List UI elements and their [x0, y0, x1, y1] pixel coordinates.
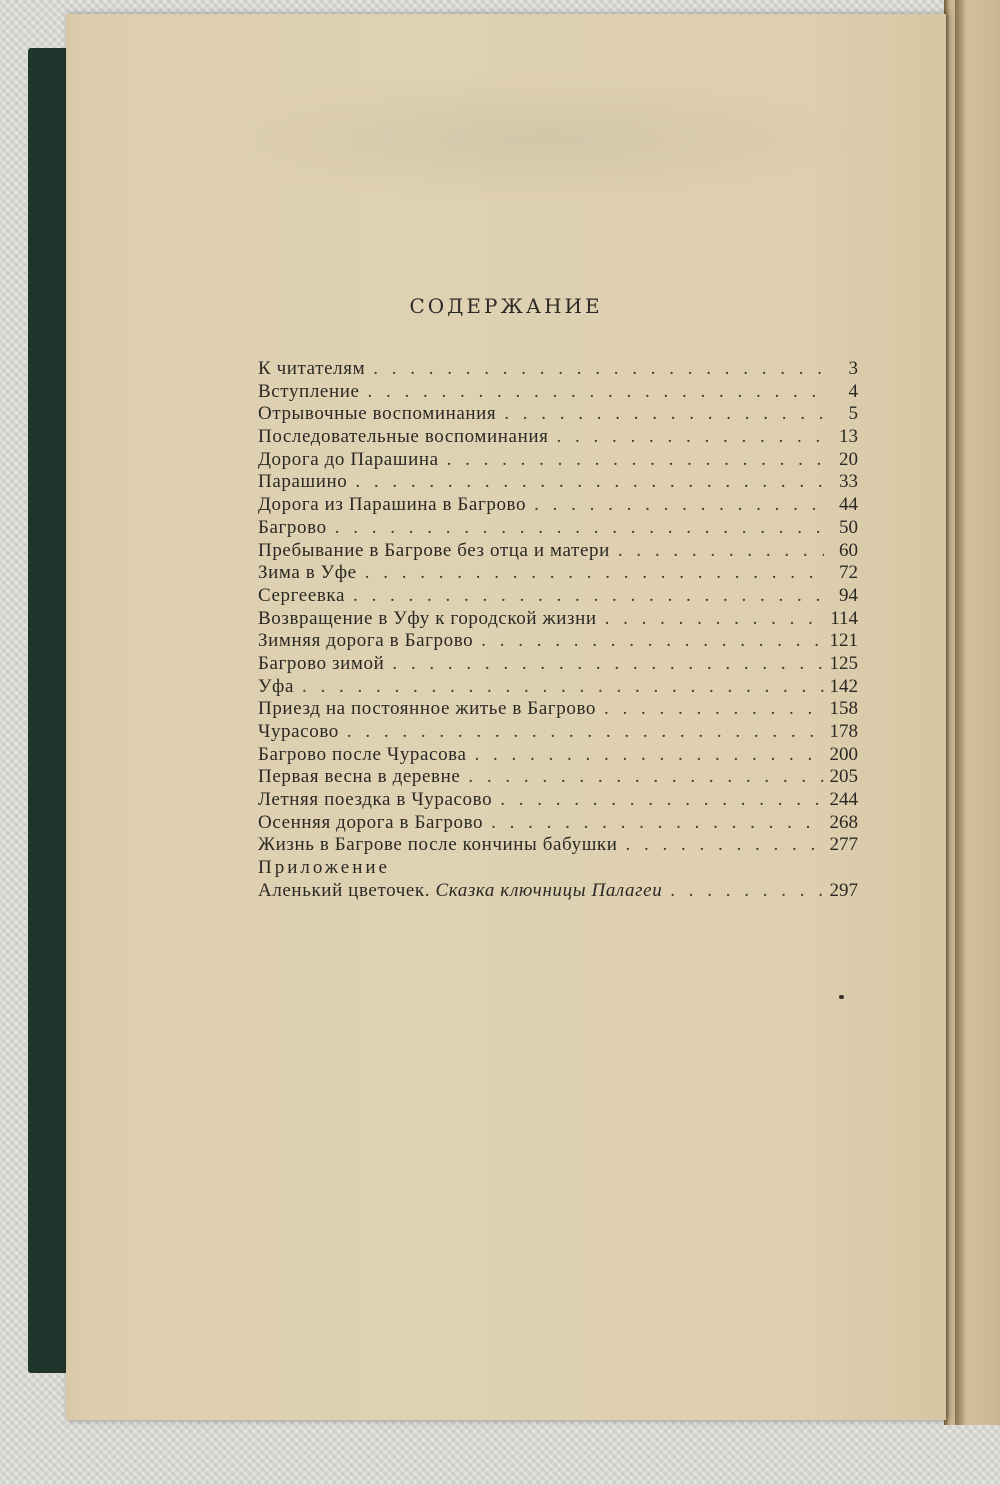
dot-leader: [534, 494, 824, 517]
toc-appendix-title-text: Аленький цветочек.: [258, 879, 431, 901]
toc-appendix-page: 297: [829, 879, 858, 901]
toc-entry-page: 3: [848, 358, 858, 379]
toc-entry-title: Парашино: [258, 471, 348, 493]
toc-entry-title: Дорога до Парашина: [258, 448, 439, 470]
toc-entry-title: Чурасово: [258, 721, 339, 742]
toc-entry-title: Первая весна в деревне: [258, 766, 461, 788]
toc-entry: [258, 721, 858, 744]
toc-entry-title: Дорога из Парашина в Багрово: [258, 494, 527, 516]
toc-appendix-heading: Приложение: [258, 857, 390, 879]
toc-entry-page: 158: [829, 698, 858, 720]
toc-entry: [258, 540, 858, 563]
toc-entry-page: 5: [848, 403, 858, 425]
toc-entry-page: 200: [829, 743, 858, 765]
toc-entry-title: К читателям: [258, 358, 366, 379]
toc-entry-title: Зима в Уфе: [258, 562, 357, 584]
toc-appendix-subtitle: Сказка ключницы Палагеи: [435, 879, 663, 901]
toc-entry: [258, 403, 858, 426]
toc-entry-title: Жизнь в Багрове после кончины бабушки: [258, 834, 618, 856]
dot-leader: [670, 880, 824, 903]
dot-leader: [500, 789, 824, 812]
toc-entry: [258, 630, 858, 653]
toc-entry: [258, 471, 858, 494]
dot-leader: [481, 630, 824, 653]
toc-entry-page: 60: [839, 539, 858, 561]
dot-leader: [605, 608, 824, 631]
toc-entry: [258, 449, 858, 472]
toc-entry: [258, 358, 858, 381]
dot-leader: [556, 426, 824, 449]
toc-entry-page: 244: [829, 789, 858, 811]
dot-leader: [368, 381, 824, 404]
toc-entry-page: 121: [829, 630, 858, 652]
dot-leader: [475, 744, 824, 767]
dot-leader: [491, 812, 824, 835]
toc-entry: [258, 834, 858, 857]
toc-entry-page: 33: [839, 471, 858, 493]
page-gutter-shadow: [955, 0, 967, 1425]
toc-entry-page: 125: [829, 652, 858, 674]
toc-entry-page: 277: [829, 834, 858, 856]
toc-entry: [258, 517, 858, 540]
show-through-text: [206, 74, 866, 204]
toc-entry: [258, 494, 858, 517]
table-of-contents: [258, 358, 858, 903]
toc-entry-title: Возвращение в Уфу к городской жизни: [258, 607, 597, 629]
dot-leader: [626, 834, 824, 857]
toc-entry-page: 205: [829, 766, 858, 788]
dot-leader: [447, 449, 824, 472]
dot-leader: [373, 358, 824, 381]
toc-entry: [258, 426, 858, 449]
toc-entry-page: 142: [829, 675, 858, 697]
toc-entry-page: 44: [839, 494, 858, 516]
toc-entry-title: Вступление: [258, 380, 360, 402]
ink-speck: [839, 995, 844, 999]
toc-entry-page: 4: [848, 380, 858, 402]
dot-leader: [468, 766, 824, 789]
toc-entry-title: Приезд на постоянное житье в Багрово: [258, 698, 596, 720]
dot-leader: [353, 585, 824, 608]
toc-appendix-heading-row: [258, 857, 858, 880]
toc-entry-page: 94: [839, 584, 858, 606]
toc-entry-page: 72: [839, 562, 858, 584]
toc-entry-title: Уфа: [258, 675, 294, 697]
toc-entry-title: Пребывание в Багрове без отца и матери: [258, 539, 610, 561]
toc-entry: [258, 608, 858, 631]
toc-entry: [258, 676, 858, 699]
toc-entry: [258, 653, 858, 676]
dot-leader: [618, 540, 824, 563]
toc-entry: [258, 766, 858, 789]
dot-leader: [504, 403, 824, 426]
toc-entry-title: Зимняя дорога в Багрово: [258, 630, 474, 652]
toc-entry-page: 13: [839, 426, 858, 448]
toc-entry: [258, 812, 858, 835]
toc-entry-title: Багрово после Чурасова: [258, 743, 467, 765]
toc-entry-title: Осенняя дорога в Багрово: [258, 811, 484, 833]
book-page: [66, 14, 946, 1420]
dot-leader: [365, 562, 824, 585]
toc-appendix-item-title: [258, 880, 662, 903]
page-title: СОДЕРЖАНИЕ: [409, 294, 603, 318]
toc-entry-page: 268: [829, 811, 858, 833]
dot-leader: [355, 471, 824, 494]
toc-entry-page: 178: [829, 721, 858, 742]
toc-entry-page: 20: [839, 448, 858, 470]
toc-entry-page: 50: [839, 516, 858, 538]
dot-leader: [335, 517, 824, 540]
toc-appendix-entry: [258, 880, 858, 903]
toc-entry-title: Багрово зимой: [258, 652, 385, 674]
toc-entry: [258, 585, 858, 608]
dot-leader: [302, 676, 824, 699]
toc-entry-title: Последовательные воспоминания: [258, 426, 549, 448]
toc-entry-title: Сергеевка: [258, 584, 345, 606]
toc-entry-title: Летняя поездка в Чурасово: [258, 789, 493, 811]
toc-entry: [258, 381, 858, 404]
toc-entry: [258, 698, 858, 721]
toc-entry: [258, 562, 858, 585]
opposite-page-edge: [944, 0, 1000, 1425]
toc-entry-page: 114: [830, 607, 858, 629]
toc-entry-title: Багрово: [258, 516, 327, 538]
dot-leader: [347, 721, 824, 744]
toc-entry: [258, 789, 858, 812]
dot-leader: [392, 653, 824, 676]
toc-entry-title: Отрывочные воспоминания: [258, 403, 497, 425]
dot-leader: [604, 698, 824, 721]
toc-entry: [258, 744, 858, 767]
